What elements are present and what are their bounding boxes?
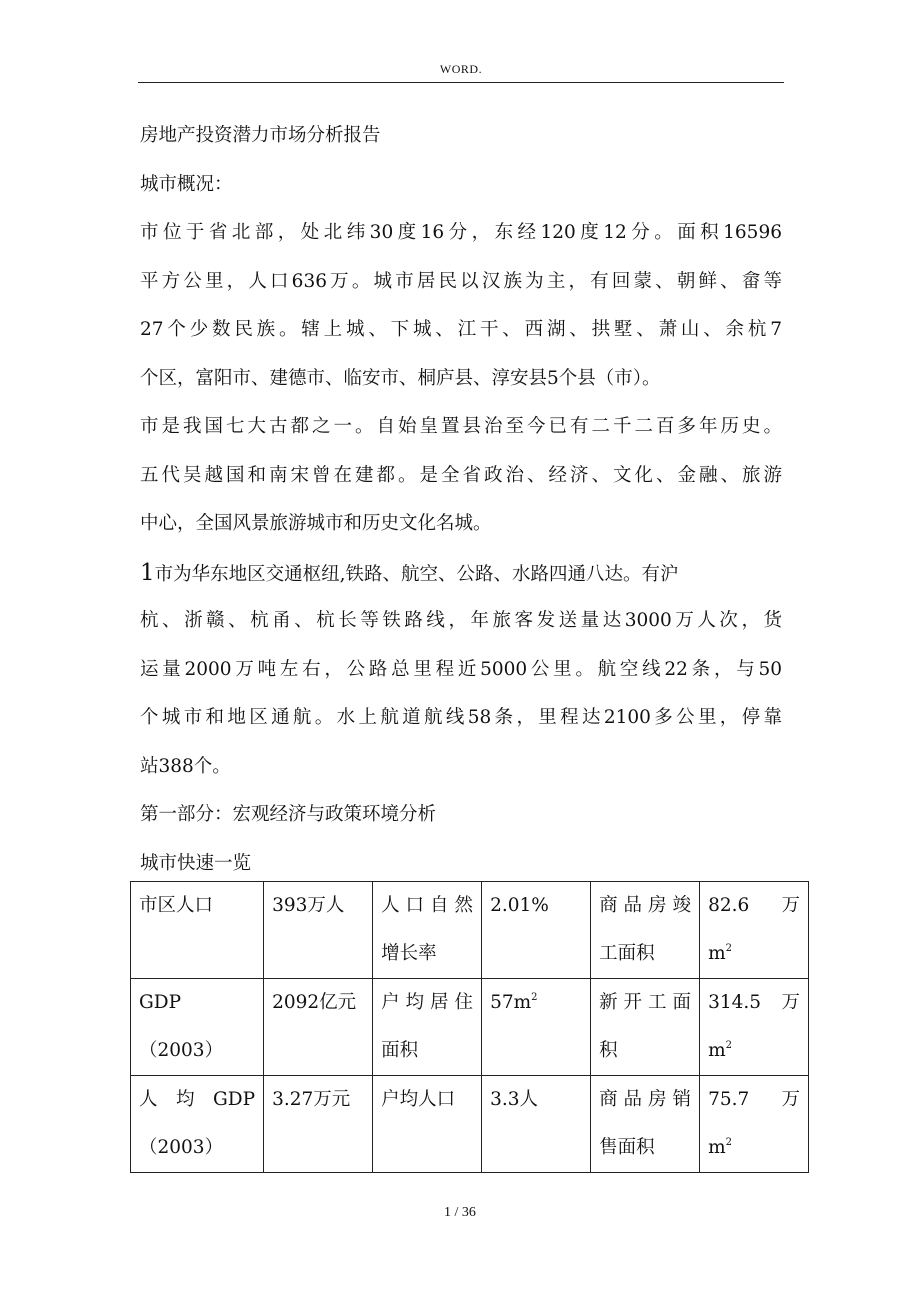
table-cell: 新开工面 积 <box>591 979 700 1076</box>
table-cell: 75.7 万 $m^2$ <box>700 1076 809 1173</box>
page-header: WORD. <box>439 62 483 76</box>
table-row <box>131 882 809 979</box>
paragraph-number: 1 <box>140 559 155 586</box>
paragraph-line: 杭、浙赣、杭甬、杭长等铁路线，年旅客发送量达3000万人次，货 <box>140 610 782 631</box>
document-body <box>140 112 782 888</box>
paragraph-line: 中心，全国风景旅游城市和历史文化名城。 <box>140 513 492 534</box>
table-cell: 商品房销 售面积 <box>591 1076 700 1173</box>
table-cell: 人 均 GDP （2003） <box>131 1076 264 1173</box>
table-row <box>131 1076 809 1173</box>
city-overview-table <box>130 881 809 1173</box>
paragraph-line: 五代吴越国和南宋曾在建都。是全省政治、经济、文化、金融、旅游 <box>140 464 782 486</box>
header-rule <box>138 82 784 83</box>
table-cell: 人口自然 增长率 <box>373 882 482 979</box>
paragraph-line: 市位于省北部，处北纬30度16分，东经120度12分。面积16596 <box>140 222 782 243</box>
table-cell: 2092亿元 <box>264 979 373 1076</box>
table-cell: 2.01% <box>482 882 591 979</box>
table-cell: 3.3人 <box>482 1076 591 1173</box>
table-cell: 82.6 万 $m^2$ <box>700 882 809 979</box>
section-heading: 第一部分：宏观经济与政策环境分析 <box>140 804 437 825</box>
section-heading: 城市概况： <box>140 173 233 195</box>
paragraph-line: 市是我国七大古都之一。自始皇置县治至今已有二千二百多年历史。 <box>140 416 782 437</box>
table-cell: 393万人 <box>264 882 373 979</box>
paragraph-line: 站388个。 <box>140 755 231 777</box>
table-cell: 314.5 万 $m^2$ <box>700 979 809 1076</box>
table-cell: 3.27万元 <box>264 1076 373 1173</box>
table-row <box>131 979 809 1076</box>
paragraph-line: 27个少数民族。辖上城、下城、江干、西湖、拱墅、萧山、余杭7 <box>140 319 782 340</box>
table-cell: 户均人口 <box>373 1076 482 1173</box>
table-cell: $57m^2$ <box>482 979 591 1076</box>
table-cell: 市区人口 <box>131 882 264 979</box>
paragraph-line: 运量2000万吨左右，公路总里程近5000公里。航空线22条，与50 <box>140 658 782 680</box>
table-cell: 商品房竣 工面积 <box>591 882 700 979</box>
table-cell: 户均居住 面积 <box>373 979 482 1076</box>
table-cell: GDP （2003） <box>131 979 264 1076</box>
paragraph-line: 个城市和地区通航。水上航道航线58条，里程达2100多公里，停靠 <box>140 707 782 728</box>
paragraph-line-text: 市为华东地区交通枢纽,铁路、航空、公路、水路四通八达。有沪 <box>154 563 679 585</box>
document-title: 房地产投资潜力市场分析报告 <box>140 125 381 146</box>
page-number: 1 / 36 <box>444 1205 476 1220</box>
paragraph-line: 个区，富阳市、建德市、临安市、桐庐县、淳安县5个县（市）。 <box>140 367 661 389</box>
section-heading: 城市快速一览 <box>140 852 252 874</box>
paragraph-line <box>140 549 782 598</box>
paragraph-line: 平方公里，人口636万。城市居民以汉族为主，有回蒙、朝鲜、畲等 <box>140 270 782 292</box>
